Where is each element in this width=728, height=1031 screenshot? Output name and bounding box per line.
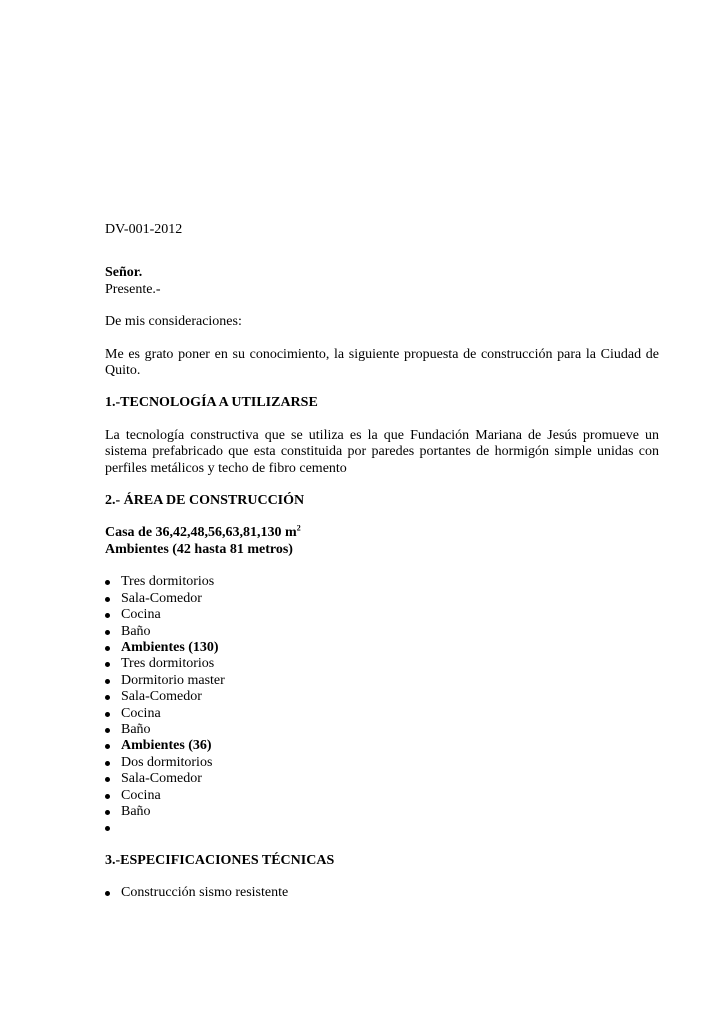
section1-paragraph: La tecnología constructiva que se utiliza es la que Fundación Mariana de Jesús promueve un sistema prefabricado que esta constituida por paredes portantes de hormigón simple unidas con perfiles metálicos y techo de fibro cemento — [105, 427, 659, 476]
list-item — [105, 574, 659, 590]
bullet-icon — [105, 695, 110, 700]
bullet-icon — [105, 712, 110, 717]
house-sizes — [105, 525, 659, 541]
list-item-text: Baño — [121, 803, 151, 819]
document-body — [105, 222, 659, 902]
bullet-icon — [105, 630, 110, 635]
intro-paragraph: Me es grato poner en su conocimiento, la siguiente propuesta de construcción para la Ciudad de Quito. — [105, 346, 659, 379]
bullet-icon — [105, 810, 110, 815]
bullet-icon — [105, 728, 110, 733]
document-reference: DV-001-2012 — [105, 222, 183, 237]
list-item-text: Sala-Comedor — [121, 590, 202, 606]
bullet-icon — [105, 826, 110, 831]
list-item-text: Ambientes (36) — [121, 738, 212, 754]
list-item — [105, 624, 659, 640]
bullet-icon — [105, 891, 110, 896]
list-item-text: Cocina — [121, 705, 161, 721]
list-item — [105, 689, 659, 705]
bullet-icon — [105, 744, 110, 749]
list-item — [105, 804, 659, 820]
list-item — [105, 722, 659, 738]
list-item-text: Cocina — [121, 787, 161, 803]
house-sizes-text: Casa de 36,42,48,56,63,81,130 m — [105, 525, 297, 541]
list-item — [105, 771, 659, 787]
bullet-icon — [105, 761, 110, 766]
ambientes-heading: Ambientes (42 hasta 81 metros) — [105, 541, 293, 557]
list-item-text: Tres dormitorios — [121, 656, 215, 672]
list-item — [105, 820, 659, 836]
bullet-icon — [105, 777, 110, 782]
bullet-icon — [105, 679, 110, 684]
list-item — [105, 656, 659, 672]
list-item-text: Sala-Comedor — [121, 771, 202, 787]
list-item-text: Dos dormitorios — [121, 754, 213, 770]
list-item-text: Tres dormitorios — [121, 574, 215, 590]
list-item — [105, 591, 659, 607]
bullet-icon — [105, 580, 110, 585]
list-item-text: Cocina — [121, 607, 161, 623]
bullet-icon — [105, 794, 110, 799]
list-item — [105, 673, 659, 689]
list-item — [105, 738, 659, 754]
list-item-text: Baño — [121, 721, 151, 737]
rooms-list — [105, 574, 659, 836]
section2-heading: 2.- ÁREA DE CONSTRUCCIÓN — [105, 493, 305, 509]
considerations-line: De mis consideraciones: — [105, 314, 242, 330]
list-item — [105, 788, 659, 804]
bullet-icon — [105, 613, 110, 618]
list-item — [105, 755, 659, 771]
salutation: Señor. — [105, 265, 143, 281]
list-item-text: Sala-Comedor — [121, 689, 202, 705]
list-item — [105, 607, 659, 623]
section1-heading: 1.-TECNOLOGÍA A UTILIZARSE — [105, 395, 318, 411]
list-item-text: Construcción sismo resistente — [121, 885, 289, 901]
list-item-text: Dormitorio master — [121, 672, 225, 688]
list-item-text: Baño — [121, 623, 151, 639]
list-item — [105, 640, 659, 656]
list-item — [105, 706, 659, 722]
list-item — [105, 885, 659, 901]
bullet-icon — [105, 597, 110, 602]
presente-line: Presente.- — [105, 281, 161, 297]
list-item-text: Ambientes (130) — [121, 639, 219, 655]
bullet-icon — [105, 646, 110, 651]
specs-list — [105, 885, 659, 901]
bullet-icon — [105, 662, 110, 667]
square-superscript: 2 — [296, 523, 301, 533]
section3-heading: 3.-ESPECIFICACIONES TÉCNICAS — [105, 852, 335, 868]
